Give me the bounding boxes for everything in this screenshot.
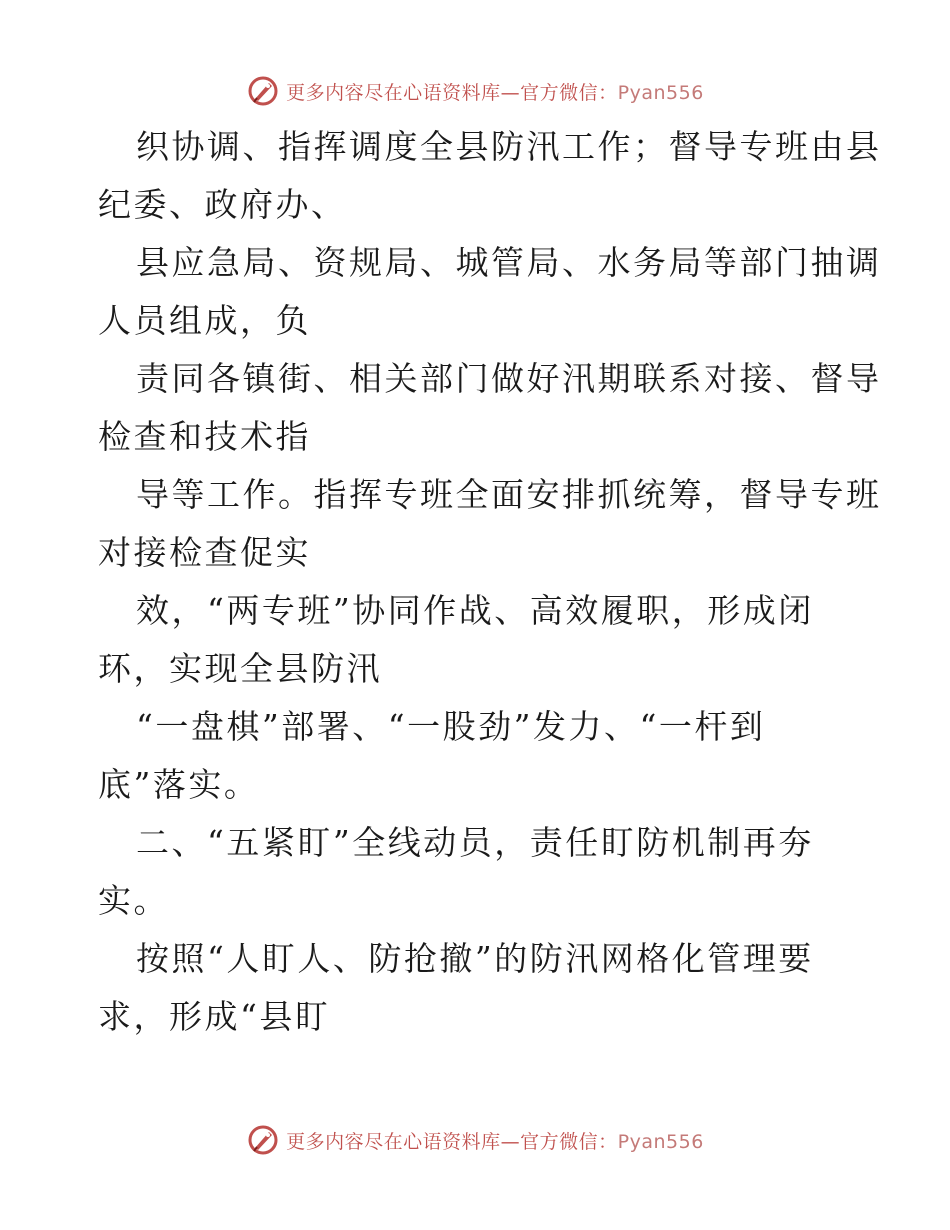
paragraph-line: 纪委、政府办、 xyxy=(98,185,347,224)
paragraph-line: 责同各镇街、相关部门做好汛期联系对接、督导 xyxy=(136,359,882,398)
paragraph xyxy=(98,350,882,466)
paragraph-line: 对接检查促实 xyxy=(98,533,311,572)
paragraph xyxy=(98,814,858,930)
paragraph-line: 求，形成“县盯 xyxy=(98,997,331,1036)
quill-logo-icon xyxy=(246,74,280,108)
paragraph xyxy=(98,234,882,350)
paragraph-line: 按照“人盯人、防抢撤”的防汛网格化管理要 xyxy=(136,939,814,978)
paragraph xyxy=(98,118,882,234)
document-body xyxy=(98,118,882,1046)
paragraph xyxy=(98,466,882,582)
paragraph xyxy=(98,698,858,814)
paragraph-line: 二、“五紧盯”全线动员，责任盯防机制再夯 xyxy=(136,823,814,862)
paragraph-line: “一盘棋”部署、“一股劲”发力、“一杆到 xyxy=(136,707,766,746)
paragraph-line: 效，“两专班”协同作战、高效履职，形成闭 xyxy=(136,591,814,630)
paragraph-line: 县应急局、资规局、城管局、水务局等部门抽调 xyxy=(136,243,882,282)
paragraph xyxy=(98,930,858,1046)
paragraph-line: 导等工作。指挥专班全面安排抓统筹，督导专班 xyxy=(136,475,882,514)
paragraph-line: 环，实现全县防汛 xyxy=(98,649,382,688)
paragraph-line: 织协调、指挥调度全县防汛工作；督导专班由县 xyxy=(136,127,882,166)
watermark-text: 更多内容尽在心语资料库—官方微信：Pyan556 xyxy=(286,81,704,104)
paragraph-line: 人员组成，负 xyxy=(98,301,311,340)
paragraph-line: 检查和技术指 xyxy=(98,417,311,456)
header-watermark xyxy=(0,71,950,111)
paragraph-line: 底”落实。 xyxy=(98,765,260,804)
paragraph-line: 实。 xyxy=(98,881,169,920)
quill-logo-icon xyxy=(246,1123,280,1157)
paragraph xyxy=(98,582,858,698)
footer-watermark xyxy=(0,1120,950,1160)
watermark-text: 更多内容尽在心语资料库—官方微信：Pyan556 xyxy=(286,1130,704,1153)
